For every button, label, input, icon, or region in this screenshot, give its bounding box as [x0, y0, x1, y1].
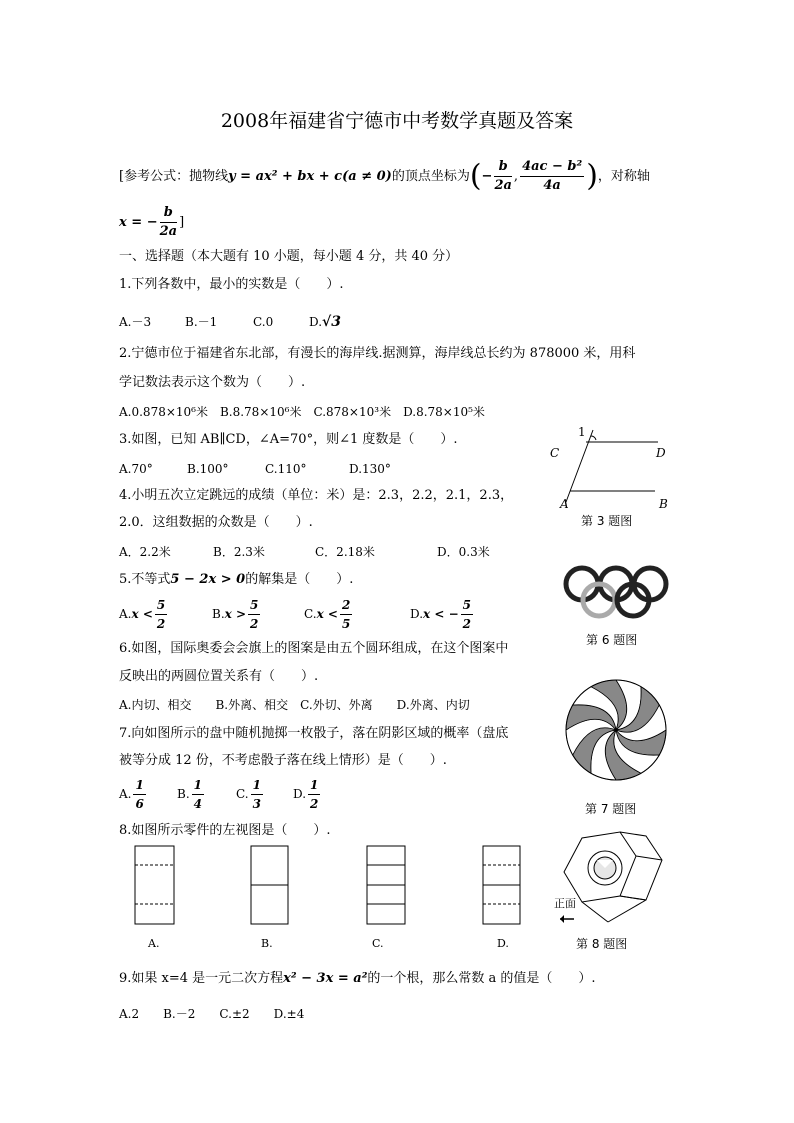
q7-a-num: 1 [133, 776, 145, 795]
q9-stem-pre: 9.如果 x=4 是一元二次方程 [119, 971, 284, 986]
reference-close: ] [179, 215, 185, 230]
q5-c-den: 5 [341, 617, 351, 631]
q9-options: A.2 B.－2 C.±2 D.±4 [119, 1007, 305, 1021]
axis-lhs: x = − [119, 215, 158, 230]
angle-1-arc [591, 436, 596, 440]
axis-den: 2a [159, 224, 178, 239]
q7-c-num: 1 [251, 776, 263, 795]
q3-option-a: A.70° [119, 462, 153, 476]
q6-stem-1: 6.如图，国际奥委会会旗上的图案是由五个圆环组成，在这个图案中 [119, 641, 509, 656]
q5-b-rel: x > [224, 607, 247, 621]
q7-stem-1: 7.向如图所示的盘中随机抛掷一枚骰子，落在阴影区域的概率（盘底 [119, 726, 509, 741]
q5-stem [119, 571, 353, 589]
q4-option-a: A．2.2米 [119, 545, 171, 559]
q9-stem [119, 970, 596, 988]
q4-option-c: C．2.18米 [315, 545, 375, 559]
q2-options: A.0.878×10⁶米 B.8.78×10⁶米 C.878×10³米 D.8.78×10⁵米 [119, 405, 485, 419]
q5-option-b: B. [212, 607, 225, 621]
q8-label-d: D. [497, 937, 509, 950]
q5-c-num: 2 [340, 596, 352, 615]
q7-option-c: C. [236, 787, 249, 801]
reference-intro: [参考公式：抛物线 [119, 169, 229, 184]
q7-b-den: 4 [193, 797, 202, 811]
q9-equation: x² − 3x = a² [283, 971, 368, 986]
q4-options [119, 543, 490, 561]
vertex-x-num: b [494, 158, 511, 177]
q6-stem-2: 反映出的两圆位置关系有（ ）. [119, 669, 319, 684]
q7-c-den: 3 [252, 797, 261, 811]
reference-mid: 的顶点坐标为 [391, 169, 470, 184]
vertex-y-den: 4a [543, 178, 561, 193]
q1-option-d: D. [309, 315, 323, 329]
q8-option-figures [130, 842, 530, 930]
q5-stem-post: 的解集是（ ）. [245, 572, 354, 587]
q7-option-b: B. [177, 787, 190, 801]
q5-d-den: 2 [462, 617, 471, 631]
parabola-formula: y = ax² + bx + c(a ≠ 0) [228, 169, 392, 184]
q5-a-den: 2 [156, 617, 166, 631]
q5-inequality: 5 − 2x > 0 [170, 572, 246, 587]
reference-tail: ，对称轴 [597, 169, 650, 184]
q5-option-d: D. [410, 607, 424, 621]
axis-formula [119, 204, 184, 241]
q7-d-den: 2 [310, 797, 319, 811]
q3-caption: 第 3 题图 [581, 514, 633, 528]
q5-d-num: 5 [461, 596, 473, 615]
label-b: B [659, 497, 668, 511]
q5-c-rel: x < [316, 607, 338, 621]
q1-options [119, 313, 341, 331]
q5-a-num: 5 [155, 596, 167, 615]
q7-disc [562, 676, 670, 784]
q3-options [119, 460, 391, 478]
q5-option-a: A. [119, 607, 132, 621]
q5-a-rel: x < [131, 607, 153, 621]
q7-b-num: 1 [192, 776, 204, 795]
label-a: A [560, 497, 569, 511]
q6-options: A.内切、相交 B.外离、相交 C.外切、外离 D.外离、内切 [119, 698, 470, 712]
q5-b-num: 5 [248, 596, 260, 615]
q5-b-den: 2 [250, 617, 259, 631]
q3-option-d: D.130° [349, 462, 391, 476]
q4-stem-2: 2.0．这组数据的众数是（ ）. [119, 515, 313, 530]
section-heading: 一、选择题（本大题有 10 小题，每小题 4 分，共 40 分） [119, 249, 459, 264]
q3-option-c: C.110° [265, 462, 307, 476]
vertex-x-den: 2a [494, 178, 512, 193]
q7-options [119, 776, 322, 813]
q8-caption: 第 8 题图 [576, 937, 628, 951]
q7-stem-2: 被等分成 12 份，不考虑骰子落在线上情形）是（ ）. [119, 753, 447, 768]
q4-stem-1: 4.小明五次立定跳远的成绩（单位：米）是：2.3，2.2，2.1，2.3， [119, 488, 514, 503]
q7-option-d: D. [293, 787, 307, 801]
q5-d-rel: x < − [423, 607, 459, 621]
view-a [135, 846, 174, 924]
q1-option-c: C.0 [253, 315, 274, 329]
q1-option-b: B.－1 [185, 315, 218, 329]
q1-stem: 1.下列各数中，最小的实数是（ ）. [119, 277, 344, 292]
q2-stem-1: 2.宁德市位于福建省东北部，有漫长的海岸线.据测算，海岸线总长约为 878000 米，用科 [119, 346, 636, 361]
q2-stem-2: 学记数法表示这个数为（ ）. [119, 375, 306, 390]
q5-stem-pre: 5.不等式 [119, 572, 171, 587]
q3-stem: 3.如图，已知 AB∥CD，∠A=70°，则∠1 度数是（ ）. [119, 432, 458, 447]
q8-label-b: B. [261, 937, 273, 950]
front-label: 正面 [554, 897, 576, 910]
q4-option-d: D．0.3米 [437, 545, 490, 559]
q5-options [119, 596, 475, 633]
axis-num: b [160, 204, 177, 223]
q1-option-a: A.－3 [119, 315, 152, 329]
label-d: D [656, 446, 666, 460]
q4-option-b: B．2.3米 [213, 545, 265, 559]
q3-option-b: B.100° [187, 462, 229, 476]
vertex-y-num: 4ac − b² [520, 158, 584, 177]
q7-caption: 第 7 题图 [585, 802, 637, 816]
page-title: 2008年福建省宁德市中考数学真题及答案 [220, 110, 574, 132]
label-1: 1 [578, 425, 586, 439]
q8-label-a: A. [148, 937, 160, 950]
reference-formula: [参考公式：抛物线y = ax² + bx + c(a ≠ 0)的顶点坐标为(− $\frac{b}{2a}$ , $\frac{\text{4ac − b²}}{4a}$ )，对称轴 [119, 158, 650, 194]
q8-label-c: C. [372, 937, 384, 950]
label-c: C [550, 446, 560, 460]
q6-olympic-rings [558, 562, 673, 622]
q6-caption: 第 6 题图 [586, 633, 638, 647]
q8-part-figure [548, 826, 668, 930]
q8-stem: 8.如图所示零件的左视图是（ ）. [119, 823, 331, 838]
q9-stem-post: 的一个根，那么常数 a 的值是（ ）. [367, 971, 596, 986]
q1-sqrt3: √3 [322, 314, 341, 330]
q7-option-a: A. [119, 787, 132, 801]
q7-d-num: 1 [308, 776, 320, 795]
q5-option-c: C. [304, 607, 317, 621]
q7-a-den: 6 [135, 797, 144, 811]
